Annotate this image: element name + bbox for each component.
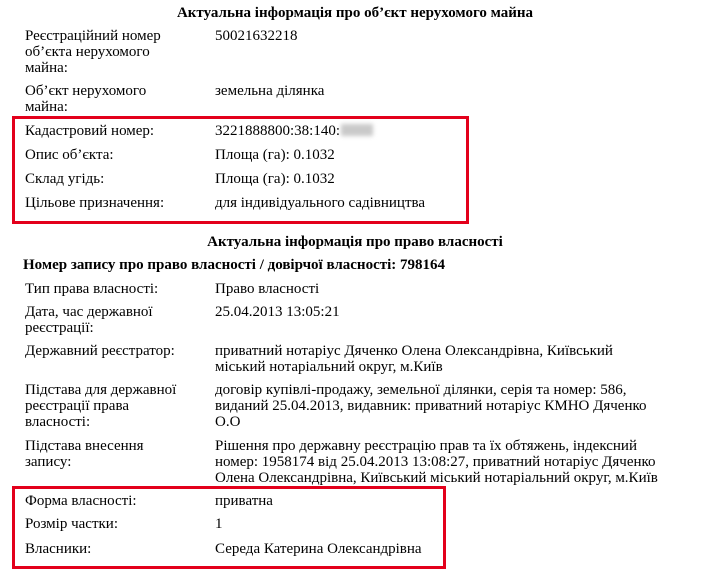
registration-date-value: 25.04.2013 13:05:21 xyxy=(215,304,340,320)
entry-basis-label: Підстава внесення запису: xyxy=(25,438,144,470)
share-size-label: Розмір частки: xyxy=(25,516,118,532)
owners-value: Середа Катерина Олександрівна xyxy=(215,541,422,557)
object-type-label: Об’єкт нерухомого майна: xyxy=(25,83,147,115)
highlight-box-cadastral xyxy=(12,116,469,224)
land-composition-label: Склад угідь: xyxy=(25,171,105,187)
entry-basis-value: Рішення про державну реєстрацію прав та їх обтяжень, індексний номер: 1958174 від 25.04.2013 13:08:27, приватний нотаріус Дяченко Олена Олександрівна, Київський міський нотаріальний округ, м.Київ xyxy=(215,438,658,486)
share-size-value: 1 xyxy=(215,516,223,532)
object-description-value: Площа (га): 0.1032 xyxy=(215,147,335,163)
land-composition-value: Площа (га): 0.1032 xyxy=(215,171,335,187)
ownership-form-value: приватна xyxy=(215,493,273,509)
cadastral-number-value: 3221888800:38:140: xyxy=(215,123,341,139)
registration-number-label: Реєстраційний номер об’єкта нерухомого майна: xyxy=(25,28,161,76)
ownership-form-label: Форма власності: xyxy=(25,493,137,509)
purpose-value: для індивідуального садівництва xyxy=(215,195,426,211)
registration-number-value: 50021632218 xyxy=(215,28,298,44)
owners-label: Власники: xyxy=(25,541,92,557)
purpose-label: Цільове призначення: xyxy=(25,195,165,211)
ownership-type-value: Право власності xyxy=(215,281,320,297)
object-description-label: Опис об’єкта: xyxy=(25,147,114,163)
highlight-box-owners xyxy=(12,486,446,569)
ownership-type-label: Тип права власності: xyxy=(25,281,159,297)
ownership-section-title: Актуальна інформація про право власності xyxy=(207,234,503,250)
registration-date-label: Дата, час державної реєстрації: xyxy=(25,304,153,336)
object-section-title: Актуальна інформація про об’єкт нерухомого майна xyxy=(176,5,534,21)
cadastral-number-label: Кадастровий номер: xyxy=(25,123,155,139)
object-type-value: земельна ділянка xyxy=(215,83,325,99)
registration-basis-value: договір купівлі-продажу, земельної ділянки, серія та номер: 586, виданий 25.04.2013, видавник: приватний нотаріус КМНО Дяченко О.О xyxy=(215,382,647,430)
record-number-heading: Номер запису про право власності / довірчої власності: 798164 xyxy=(23,257,446,273)
registrar-value: приватний нотаріус Дяченко Олена Олександрівна, Київський міський нотаріальний округ, м.Київ xyxy=(215,343,613,375)
registration-basis-label: Підстава для державної реєстрації права власності: xyxy=(25,382,177,430)
registrar-label: Державний реєстратор: xyxy=(25,343,175,359)
